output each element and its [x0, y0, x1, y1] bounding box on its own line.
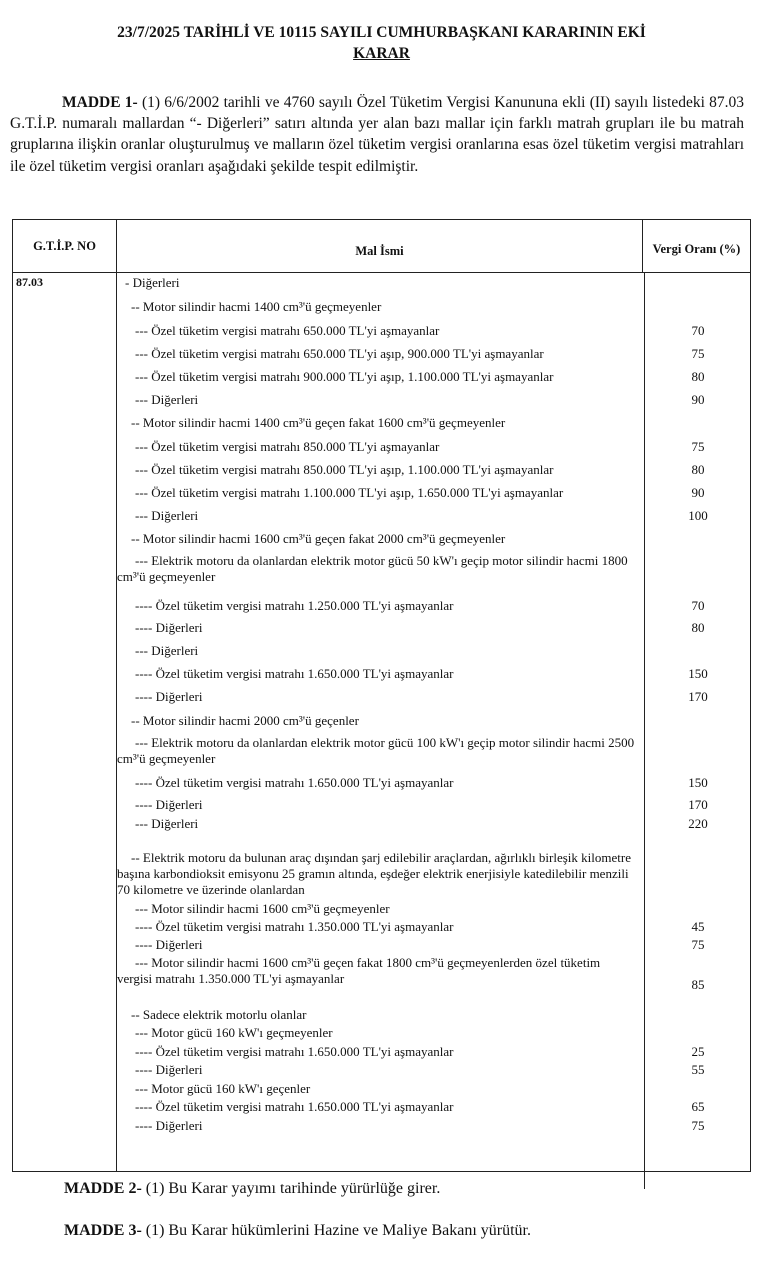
- item-rate: 70: [691, 598, 705, 613]
- items-cell: [117, 273, 751, 1172]
- item-name: --- Özel tüketim vergisi matrahı 850.000 TL'yi aşmayanlar: [135, 439, 440, 454]
- item-rate: 170: [688, 689, 708, 704]
- item-name: --- Elektrik motoru da olanlardan elektrik motor gücü 100 kW'ı geçip motor silindir hacmi 2500 cm³'ü geçmeyenler: [117, 735, 635, 766]
- title-line-1: 23/7/2025 TARİHLİ VE 10115 SAYILI CUMHURBAŞKANI KARARININ EKİ: [117, 24, 646, 41]
- madde-3-label: MADDE 3-: [64, 1222, 142, 1239]
- item-name: -- Elektrik motoru da bulunan araç dışından şarj edilebilir araçlardan, ağırlıklı birleşik kilometre başına karbondioksit emisyonu 25 gramın altında, eşdeğer elektrik enerjisiyle katedilebilir menzili 70 kilometre ve üzerinde olanlardan: [117, 850, 631, 897]
- item-name: --- Özel tüketim vergisi matrahı 650.000 TL'yi aşmayanlar: [135, 323, 440, 338]
- item-name: ---- Özel tüketim vergisi matrahı 1.650.000 TL'yi aşmayanlar: [135, 1099, 454, 1114]
- item-name: ---- Diğerleri: [135, 620, 203, 635]
- item-name: -- Motor silindir hacmi 1400 cm³'ü geçen fakat 1600 cm³'ü geçmeyenler: [131, 415, 506, 430]
- item-rate: 75: [691, 439, 705, 454]
- item-name: --- Özel tüketim vergisi matrahı 900.000 TL'yi aşıp, 1.100.000 TL'yi aşmayanlar: [135, 369, 554, 384]
- madde-1-text: (1) 6/6/2002 tarihli ve 4760 sayılı Özel Tüketim Vergisi Kanununa ekli (II) sayılı listedeki 87.03 G.T.İ.P. numaralı mallardan “- Diğerleri” satırı altında yer alan bazı mallar için farklı matrah grupları ile bu matrah gruplarına ilişkin oranlar oluşturulmuş ve malların özel tüketim vergisi oranlarına esas özel tüketim vergisi matrahları ile özel tüketim vergisi oranları aşağıdaki şekilde tespit edilmiştir.: [10, 94, 745, 175]
- item-rate: 150: [688, 775, 708, 790]
- item-name: --- Motor silindir hacmi 1600 cm³'ü geçmeyenler: [135, 901, 390, 916]
- item-name: -- Motor silindir hacmi 1400 cm³'ü geçmeyenler: [131, 299, 382, 314]
- column-divider: [644, 273, 645, 1189]
- item-rate: 55: [691, 1062, 705, 1077]
- item-name: - Diğerleri: [125, 275, 180, 290]
- item-rate: 170: [688, 797, 708, 812]
- item-rate: 75: [691, 346, 705, 361]
- title-line-2: KARAR: [353, 45, 410, 62]
- item-name: ---- Özel tüketim vergisi matrahı 1.650.000 TL'yi aşmayanlar: [135, 1044, 454, 1059]
- item-rate: 45: [691, 919, 705, 934]
- madde-3-text: (1) Bu Karar hükümlerini Hazine ve Maliye Bakanı yürütür.: [145, 1222, 531, 1239]
- item-name: -- Sadece elektrik motorlu olanlar: [131, 1007, 307, 1022]
- madde-3-paragraph: [64, 1222, 531, 1240]
- header-rate: Vergi Oranı (%): [643, 220, 751, 273]
- item-rate: 80: [691, 369, 705, 384]
- item-name: --- Özel tüketim vergisi matrahı 850.000 TL'yi aşıp, 1.100.000 TL'yi aşmayanlar: [135, 462, 554, 477]
- item-name: --- Diğerleri: [135, 392, 199, 407]
- header-name: Mal İsmi: [117, 220, 643, 273]
- item-name: ---- Diğerleri: [135, 1118, 203, 1133]
- item-name: --- Elektrik motoru da olanlardan elektrik motor gücü 50 kW'ı geçip motor silindir hacmi 1800 cm³'ü geçmeyenler: [117, 553, 628, 584]
- item-name: ---- Özel tüketim vergisi matrahı 1.650.000 TL'yi aşmayanlar: [135, 775, 454, 790]
- item-name: --- Motor gücü 160 kW'ı geçmeyenler: [135, 1025, 333, 1040]
- document-title: [30, 22, 733, 64]
- item-name: ---- Özel tüketim vergisi matrahı 1.250.000 TL'yi aşmayanlar: [135, 598, 454, 613]
- item-rate: 75: [691, 1118, 705, 1133]
- item-name: --- Diğerleri: [135, 643, 199, 658]
- item-rate: 80: [691, 620, 705, 635]
- item-name: --- Diğerleri: [135, 508, 199, 523]
- item-name: ---- Diğerleri: [135, 937, 203, 952]
- header-gtip: G.T.İ.P. NO: [13, 220, 117, 273]
- item-name: ---- Diğerleri: [135, 689, 203, 704]
- item-name: ---- Diğerleri: [135, 797, 203, 812]
- item-rate: 90: [691, 485, 705, 500]
- item-name: ---- Özel tüketim vergisi matrahı 1.650.000 TL'yi aşmayanlar: [135, 666, 454, 681]
- gtip-cell: 87.03: [13, 273, 117, 1172]
- madde-2-label: MADDE 2-: [64, 1180, 142, 1197]
- table-body-row: [13, 273, 751, 1172]
- item-name: -- Motor silindir hacmi 1600 cm³'ü geçen fakat 2000 cm³'ü geçmeyenler: [131, 531, 506, 546]
- madde-2-paragraph: [64, 1180, 440, 1198]
- item-rate: 80: [691, 462, 705, 477]
- item-name: --- Özel tüketim vergisi matrahı 650.000 TL'yi aşıp, 900.000 TL'yi aşmayanlar: [135, 346, 544, 361]
- item-rate: 70: [691, 323, 705, 338]
- madde-1-label: MADDE 1-: [62, 94, 138, 111]
- item-rate: 150: [688, 666, 708, 681]
- tax-rate-table: [12, 219, 751, 1172]
- item-name: --- Motor gücü 160 kW'ı geçenler: [135, 1081, 311, 1096]
- item-rate: 25: [691, 1044, 705, 1059]
- item-rate: 75: [691, 937, 705, 952]
- item-rate: 100: [688, 508, 708, 523]
- item-list: [117, 273, 750, 1171]
- item-rate: 220: [688, 816, 708, 831]
- item-name: --- Motor silindir hacmi 1600 cm³'ü geçen fakat 1800 cm³'ü geçmeyenlerden özel tüketim vergisi matrahı 1.350.000 TL'yi aşmayanlar: [117, 955, 601, 986]
- item-name: -- Motor silindir hacmi 2000 cm³'ü geçenler: [131, 713, 359, 728]
- madde-1-paragraph: [10, 92, 744, 177]
- item-name: ---- Diğerleri: [135, 1062, 203, 1077]
- item-name: --- Diğerleri: [135, 816, 199, 831]
- madde-2-text: (1) Bu Karar yayımı tarihinde yürürlüğe girer.: [145, 1180, 441, 1197]
- item-name: ---- Özel tüketim vergisi matrahı 1.350.000 TL'yi aşmayanlar: [135, 919, 454, 934]
- item-rate: 85: [691, 977, 705, 992]
- table-header-row: [13, 220, 751, 273]
- item-name: --- Özel tüketim vergisi matrahı 1.100.000 TL'yi aşıp, 1.650.000 TL'yi aşmayanlar: [135, 485, 564, 500]
- item-rate: 65: [691, 1099, 705, 1114]
- item-rate: 90: [691, 392, 705, 407]
